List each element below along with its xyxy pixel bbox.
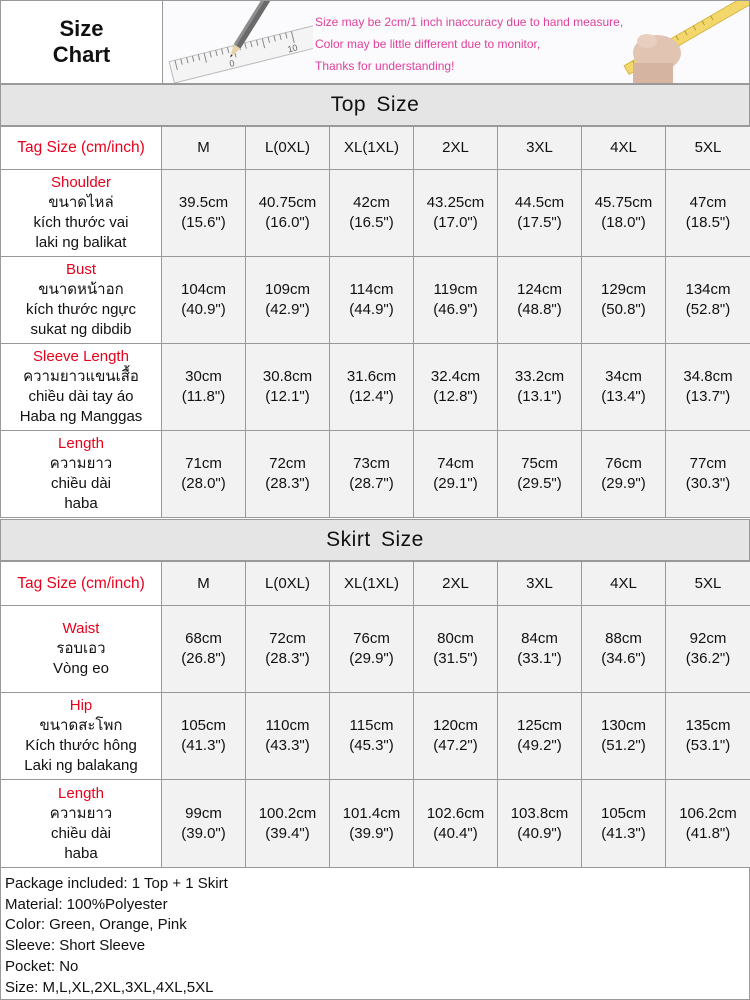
shoulder-value: 47cm (18.5") (666, 170, 750, 257)
shoulder-value: 44.5cm (17.5") (498, 170, 582, 257)
top-row-bust (1, 257, 750, 344)
waist-value: 84cm (33.1") (498, 606, 582, 693)
skirt-size-2xl: 2XL (414, 562, 498, 606)
bust-value: 119cm (46.9") (414, 257, 498, 344)
waist-value: 76cm (29.9") (330, 606, 414, 693)
hip-value: 105cm (41.3") (162, 693, 246, 780)
top-length-value: 76cm (29.9") (582, 431, 666, 518)
ruler-number-10: 10 (286, 42, 299, 55)
skirt-size-3xl: 3XL (498, 562, 582, 606)
skirt-tag-size-label: Tag Size (cm/inch) (1, 562, 162, 606)
header (0, 0, 750, 84)
bust-value: 104cm (40.9") (162, 257, 246, 344)
skirt-size-m: M (162, 562, 246, 606)
measurement-banner (163, 1, 749, 83)
hand-tape-measure-icon (599, 1, 749, 83)
skirt-size-l: L(0XL) (246, 562, 330, 606)
sleeve-length-value: 32.4cm (12.8") (414, 344, 498, 431)
skirt-length-value: 102.6cm (40.4") (414, 780, 498, 868)
top-size-title: Top Size (0, 84, 750, 126)
waist-value: 92cm (36.2") (666, 606, 750, 693)
detail-size: Size: M,L,XL,2XL,3XL,4XL,5XL (5, 978, 214, 996)
top-size-l: L(0XL) (246, 127, 330, 170)
skirt-length-value: 99cm (39.0") (162, 780, 246, 868)
note-line-1: Size may be 2cm/1 inch inaccuracy due to hand measure, (315, 15, 624, 29)
bust-value: 124cm (48.8") (498, 257, 582, 344)
size-chart-title (1, 1, 163, 83)
measurement-notes (315, 11, 623, 77)
top-length-value: 72cm (28.3") (246, 431, 330, 518)
hip-value: 130cm (51.2") (582, 693, 666, 780)
top-length-label: Length ความยาว chiều dài haba (1, 431, 162, 518)
ruler-number-0: 0 (228, 58, 236, 69)
waist-value: 72cm (28.3") (246, 606, 330, 693)
skirt-row-length (1, 780, 750, 868)
bust-value: 134cm (52.8") (666, 257, 750, 344)
hip-value: 135cm (53.1") (666, 693, 750, 780)
bust-value: 114cm (44.9") (330, 257, 414, 344)
sleeve-length-value: 31.6cm (12.4") (330, 344, 414, 431)
skirt-length-value: 105cm (41.3") (582, 780, 666, 868)
top-size-5xl: 5XL (666, 127, 750, 170)
ruler-pencil-icon (163, 1, 313, 83)
product-details (0, 867, 750, 1000)
title-line-1: Size (59, 16, 104, 41)
top-length-value: 73cm (28.7") (330, 431, 414, 518)
hip-value: 120cm (47.2") (414, 693, 498, 780)
sleeve-length-value: 30cm (11.8") (162, 344, 246, 431)
waist-value: 88cm (34.6") (582, 606, 666, 693)
top-size-3xl: 3XL (498, 127, 582, 170)
skirt-row-waist (1, 606, 750, 693)
top-size-m: M (162, 127, 246, 170)
hip-label: Hip ขนาดสะโพก Kích thước hông Laki ng balakang (1, 693, 162, 780)
bust-value: 109cm (42.9") (246, 257, 330, 344)
skirt-length-value: 100.2cm (39.4") (246, 780, 330, 868)
skirt-size-xl: XL(1XL) (330, 562, 414, 606)
bust-label: Bust ขนาดหน้าอก kích thước ngực sukat ng dibdib (1, 257, 162, 344)
skirt-length-value: 106.2cm (41.8") (666, 780, 750, 868)
shoulder-value: 40.75cm (16.0") (246, 170, 330, 257)
top-row-length (1, 431, 750, 518)
top-size-2xl: 2XL (414, 127, 498, 170)
bust-value: 129cm (50.8") (582, 257, 666, 344)
top-length-value: 77cm (30.3") (666, 431, 750, 518)
waist-label: Waist รอบเอว Vòng eo (1, 606, 162, 693)
top-size-table (0, 126, 750, 518)
shoulder-label: Shoulder ขนาดไหล่ kích thước vai laki ng balikat (1, 170, 162, 257)
detail-material: Material: 100%Polyester (5, 895, 168, 913)
hip-value: 125cm (49.2") (498, 693, 582, 780)
detail-sleeve: Sleeve: Short Sleeve (5, 937, 146, 955)
note-line-2: Color may be little different due to monitor, (315, 37, 541, 51)
shoulder-value: 45.75cm (18.0") (582, 170, 666, 257)
top-tag-size-label: Tag Size (cm/inch) (1, 127, 162, 170)
skirt-row-hip (1, 693, 750, 780)
skirt-size-title: Skirt Size (0, 519, 750, 561)
title-line-2: Chart (52, 42, 111, 67)
top-length-value: 75cm (29.5") (498, 431, 582, 518)
top-size-header-row (1, 127, 750, 170)
skirt-size-4xl: 4XL (582, 562, 666, 606)
skirt-size-5xl: 5XL (666, 562, 750, 606)
shoulder-value: 39.5cm (15.6") (162, 170, 246, 257)
sleeve-length-value: 34cm (13.4") (582, 344, 666, 431)
hip-value: 110cm (43.3") (246, 693, 330, 780)
top-size-xl: XL(1XL) (330, 127, 414, 170)
shoulder-value: 42cm (16.5") (330, 170, 414, 257)
detail-pocket: Pocket: No (5, 957, 79, 975)
hip-value: 115cm (45.3") (330, 693, 414, 780)
top-size-4xl: 4XL (582, 127, 666, 170)
skirt-size-table (0, 561, 750, 868)
top-row-shoulder (1, 170, 750, 257)
waist-value: 80cm (31.5") (414, 606, 498, 693)
sleeve-length-value: 33.2cm (13.1") (498, 344, 582, 431)
top-row-sleeve-length (1, 344, 750, 431)
skirt-length-value: 103.8cm (40.9") (498, 780, 582, 868)
top-length-value: 71cm (28.0") (162, 431, 246, 518)
skirt-size-header-row (1, 562, 750, 606)
skirt-length-value: 101.4cm (39.9") (330, 780, 414, 868)
note-line-3: Thanks for understanding! (315, 59, 455, 73)
waist-value: 68cm (26.8") (162, 606, 246, 693)
detail-package: Package included: 1 Top + 1 Skirt (5, 875, 228, 892)
skirt-length-label: Length ความยาว chiều dài haba (1, 780, 162, 868)
sleeve-length-value: 34.8cm (13.7") (666, 344, 750, 431)
sleeve-length-value: 30.8cm (12.1") (246, 344, 330, 431)
shoulder-value: 43.25cm (17.0") (414, 170, 498, 257)
detail-color: Color: Green, Orange, Pink (5, 916, 187, 934)
sleeve-length-label: Sleeve Length ความยาวแขนเสื้อ chiều dài tay áo Haba ng Manggas (1, 344, 162, 431)
top-length-value: 74cm (29.1") (414, 431, 498, 518)
